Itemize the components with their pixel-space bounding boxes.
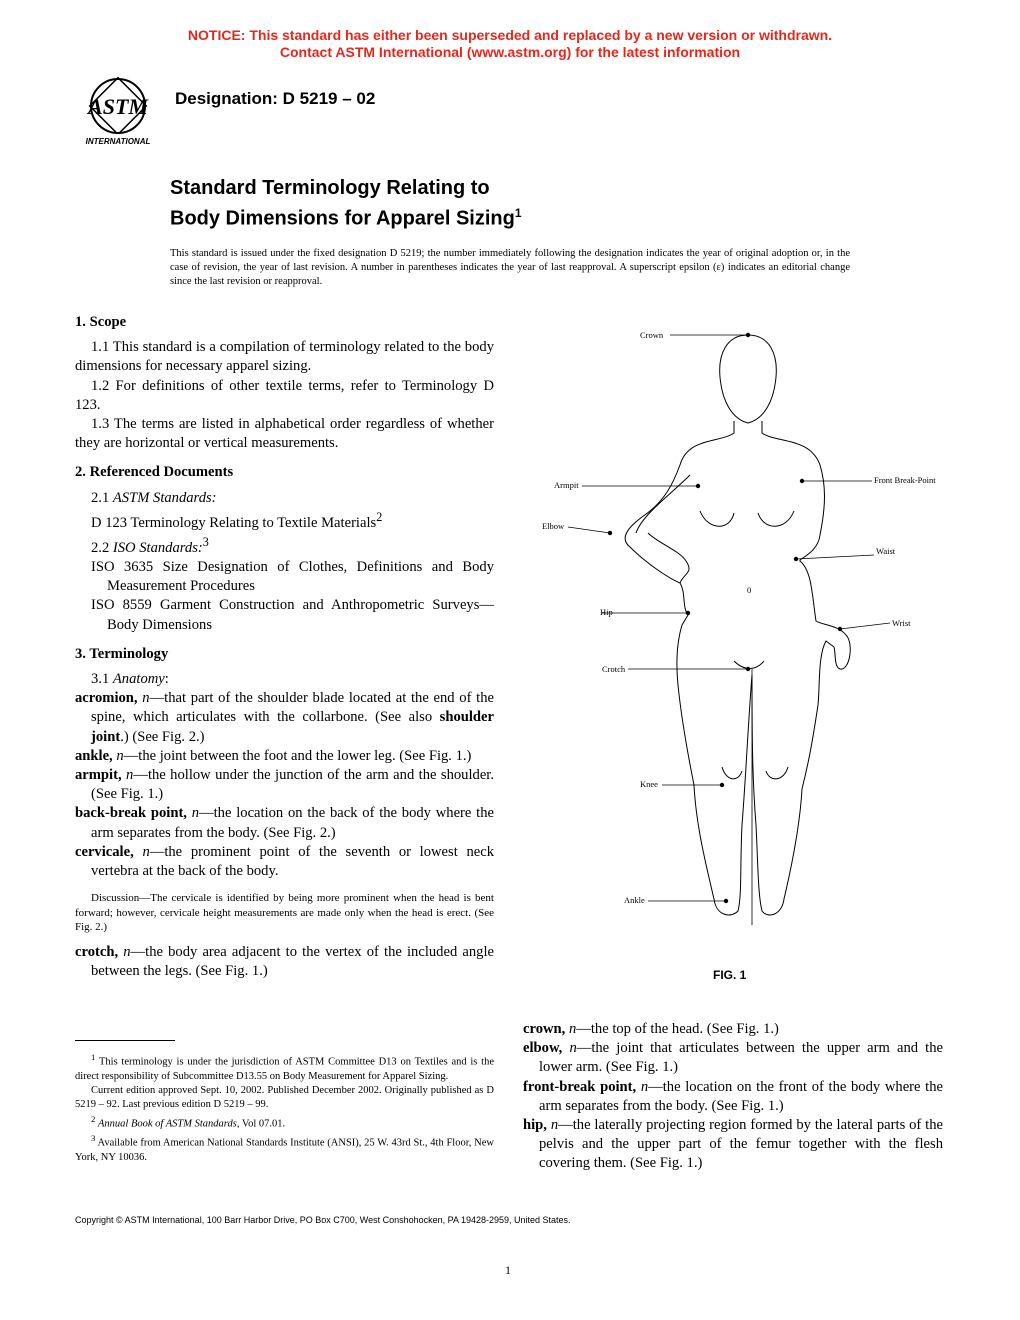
figure-left-outline [625, 421, 752, 915]
footnote-rule [75, 1040, 175, 1041]
term-elbow: elbow, n—the joint that articulates between the upper arm and the lower arm. (See Fig. 1.) [523, 1040, 943, 1076]
title-line-2: Body Dimensions for Apparel Sizing$^1$ [170, 206, 522, 230]
label-waist: Waist [876, 546, 896, 556]
leader-waist [796, 555, 874, 559]
label-frontbreak: Front Break-Point [874, 475, 936, 485]
label-crown: Crown [640, 330, 664, 340]
term-front-break-point: front-break point, n—the location on the front of the body where the arm separates from the body. (See Fig. 1.) [523, 1078, 943, 1114]
figure-knee-right [766, 767, 788, 779]
terminology-heading: 3. Terminology [75, 645, 169, 662]
left-column [75, 313, 494, 981]
document-title [170, 176, 522, 232]
label-elbow: Elbow [542, 521, 565, 531]
designation: Designation: D 5219 – 02 [175, 89, 376, 108]
term-cervicale: cervicale, n—the prominent point of the seventh or lowest neck vertebra at the back of the body. [75, 843, 494, 879]
scope-heading: 1. Scope [75, 314, 127, 330]
dot-hip [686, 611, 690, 615]
anatomy-label: 3.1 Anatomy: [91, 670, 169, 687]
notice-line-2: Contact ASTM International (www.astm.org) for the latest information [279, 44, 741, 60]
refdocs-heading: 2. Referenced Documents [75, 464, 234, 481]
dot-wrist [838, 627, 842, 631]
label-knee: Knee [640, 779, 658, 789]
logo-letters: ASTM [88, 94, 148, 119]
dot-waist [794, 557, 798, 561]
title-line-1: Standard Terminology Relating to [170, 177, 490, 199]
term-hip: hip, n—the laterally projecting region formed by the lateral parts of the pelvis and the upper part of the femur together with the flesh covering them. (See Fig. 1.) [523, 1117, 943, 1172]
logo-caption: INTERNATIONAL [85, 137, 151, 146]
figure-knee-left [722, 767, 742, 779]
figure-breast-left [700, 511, 734, 526]
ref-iso3635: ISO 3635 Size Designation of Clothes, Definitions and Body Measurement Procedures [91, 558, 494, 595]
iso-standards-label: 2.2 ISO Standards:$^3$ [91, 534, 209, 556]
term-acromion: acromion, n—that part of the shoulder blade located at the end of the spine, which articulates with the collarbone. (See also shoulder joint.) (See Fig. 2.) [75, 690, 494, 745]
ref-iso8559: ISO 8559 Garment Construction and Anthropometric Surveys—Body Dimensions [91, 597, 494, 633]
label-hip: Hip [600, 607, 613, 617]
figure-breast-right [758, 511, 794, 526]
term-back-break-point: back-break point, n—the location on the back of the body where the arm separates from the body. (See Fig. 2.) [75, 805, 494, 841]
footnote-2: $^2$ Annual Book of ASTM Standards, Vol 07.01. [91, 1113, 286, 1129]
figure-right-outline [752, 421, 850, 915]
footnote-3: $^3$ Available from American National Standards Institute (ANSI), 25 W. 43rd St., 4th Floor, New York, NY 10036. [75, 1133, 494, 1163]
scope-1-3: 1.3 The terms are listed in alphabetical order regardless of whether they are horizontal or vertical measurements. [75, 416, 494, 452]
right-column [523, 1020, 943, 1174]
leader-elbow [568, 527, 610, 533]
body-figure [530, 325, 950, 925]
dot-frontbreak [800, 479, 804, 483]
leader-wrist [840, 623, 890, 629]
page-number: 1 [505, 1263, 511, 1277]
notice-banner [0, 27, 1020, 61]
title-footnote-mark: 1 [514, 206, 522, 220]
label-navel: 0 [747, 585, 752, 595]
preamble: This standard is issued under the fixed designation D 5219; the number immediately following the designation indicates the year of original adoption or, in the case of revision, the year of last revision. A number in parentheses indicates the year of last reapproval. A superscript epsilon (ε) indicates an editorial change since the last revision or reapproval. [170, 248, 850, 287]
dot-crown [746, 333, 750, 337]
footnote-1: $^1$ This terminology is under the jurisdiction of ASTM Committee D13 on Textiles and is the direct responsibility of Subcommittee D13.55 on Body Measurement for Apparel Sizing. [75, 1052, 495, 1082]
dot-elbow [608, 531, 612, 535]
term-crown: crown, n—the top of the head. (See Fig. 1.) [523, 1021, 779, 1037]
dot-ankle [724, 899, 728, 903]
label-armpit: Armpit [554, 480, 579, 490]
dot-knee [720, 783, 724, 787]
footnote-1-edition: Current edition approved Sept. 10, 2002. Published December 2002. Originally published as D 5219 – 92. Last previous edition D 5219 – 99. [75, 1084, 494, 1110]
notice-line-1: NOTICE: This standard has either been superseded and replaced by a new version or withdrawn. [187, 27, 833, 43]
label-ankle: Ankle [624, 895, 645, 905]
term-crotch: crotch, n—the body area adjacent to the vertex of the included angle between the legs. (See Fig. 1.) [75, 943, 495, 979]
astm-logo-icon [76, 78, 160, 147]
scope-1-1: 1.1 This standard is a compilation of terminology related to the body dimensions for necessary apparel sizing. [75, 339, 494, 375]
astm-standards-label: 2.1 ASTM Standards: [91, 489, 217, 506]
ref-d123: D 123 Terminology Relating to Textile Materials$^2$ [91, 509, 383, 531]
dot-armpit [696, 484, 700, 488]
copyright: Copyright © ASTM International, 100 Barr Harbor Drive, PO Box C700, West Conshohocken, PA 19428-2959, United States. [75, 1215, 571, 1225]
term-armpit: armpit, n—the hollow under the junction of the arm and the shoulder. (See Fig. 1.) [75, 766, 494, 803]
label-crotch: Crotch [602, 664, 626, 674]
label-wrist: Wrist [892, 618, 911, 628]
figure-left-arm [636, 475, 690, 583]
dot-crotch [746, 667, 750, 671]
astm-logo [72, 74, 164, 150]
figure-head [720, 335, 777, 423]
term-ankle: ankle, n—the joint between the foot and the lower leg. (See Fig. 1.) [75, 747, 472, 764]
scope-1-2: 1.2 For definitions of other textile terms, refer to Terminology D 123. [75, 377, 494, 413]
figure-caption: FIG. 1 [713, 968, 747, 982]
footnotes [75, 1050, 494, 1165]
cervicale-discussion: Discussion—The cervicale is identified by being more prominent when the head is bent forward; however, cervicale height measurements are made only when the head is erect. (See Fig. 2.) [75, 892, 494, 934]
